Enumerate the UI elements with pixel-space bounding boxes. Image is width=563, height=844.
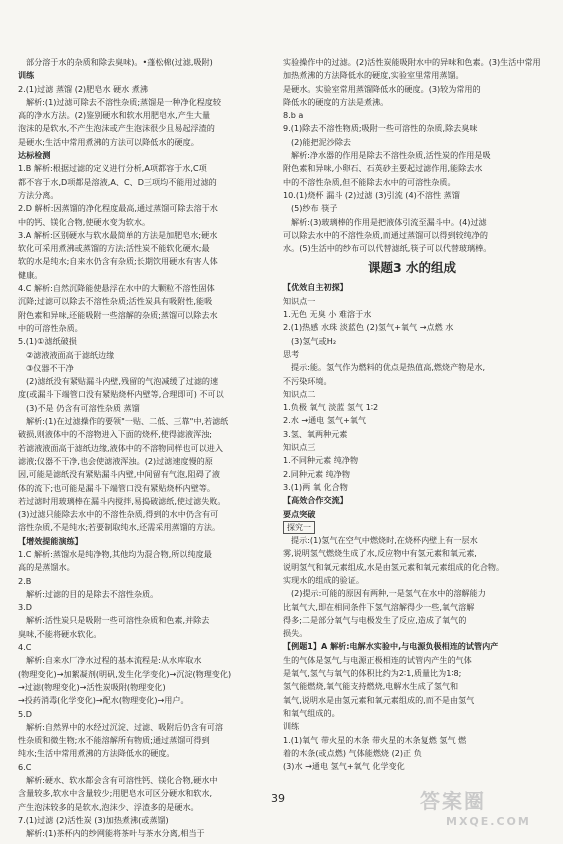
text-line: (3)不是 仍含有可溶性杂质 蒸馏 [26,402,140,413]
text-line: (3)水 →通电 氢气+氧气 化学变化 [283,761,405,772]
text-line: 1.B 解析:根据过滤的定义进行分析,A项都容于水,C项 [18,163,207,174]
text-line: 思考 [283,348,300,359]
text-line: 3.D [18,602,32,613]
text-line: 解析:自然界中的水经过沉淀、过滤、吸附后仍含有可溶 [26,721,223,732]
text-line: 着的木条(或点燃) 气体能燃烧 (2)正 负 [283,747,422,758]
text-line: 破损,则液体中的不溶物进入下面的烧杯,使得滤液浑浊; [18,429,213,440]
text-line: 中的不溶性杂质,但不能除去水中的可溶性杂质。 [283,176,456,187]
text-line: 中的可溶性杂质。 [18,322,83,333]
text-line: 3.氢、氧两种元素 [283,428,348,439]
text-line: 【高效合作交流】 [283,495,348,506]
text-line: 附色素和异味,还能吸附一些溶解的杂质;蒸馏可以除去水 [18,309,218,320]
text-line: 可以除去水中的不溶性杂质,而通过蒸馏可以得到较纯净的 [283,229,488,240]
text-line: ③仪器不干净 [26,362,74,373]
text-line: 得多;二是部分氧气与电极发生了反应,造成了氧气的 [283,614,467,625]
text-line: 说明氢气和氧元素组成,水是由氢元素和氧元素组成的化合物。 [283,561,505,572]
text-line: 解析:净水器的作用是除去不溶性杂质,活性炭的作用是吸 [291,150,491,161]
text-line: 解析:硬水、软水都会含有可溶性钙、镁化合物,硬水中 [26,775,218,786]
text-line: 比氧气大,即在相同条件下氢气溶解得少一些,氧气溶解 [283,601,475,612]
chapter-title: 课题3 水的组成 [367,260,457,276]
text-line: 1.负极 氧气 淡蓝 氢气 1∶2 [283,402,379,413]
text-line: 7.(1)过滤 (2)活性炭 (3)加热煮沸(或蒸馏) [18,814,169,825]
text-line: 泡沫的是软水,不产生泡沫或产生泡沫很少且易起浮渣的 [18,123,215,134]
text-line: 提示:(1)氢气在空气中燃烧时,在烧杯内壁上有一层水 [291,535,478,546]
text-line: 生的气体是氢气,与电源正极相连的试管内产生的气体 [283,654,472,665]
text-line: 氢气能燃烧,氧气能支持燃烧,电解水生成了氢气和 [283,681,459,692]
text-line: 4.C 解析:自然沉降能使悬浮在水中的大颗粒不溶性固体 [18,283,215,294]
text-line: 提示:能。氢气作为燃料的优点是热值高,燃烧产物是水, [291,362,486,373]
text-line: 是硬水。实验室常用蒸馏降低水的硬度。(3)较为常用的 [283,83,481,94]
text-line: 软化可采用煮沸或蒸馏的方法;活性炭不能软化硬水;最 [18,243,210,254]
text-line: →过滤(物理变化)→活性炭吸附(物理变化) [18,681,166,692]
text-line: 是硬水;生活中常用煮沸的方法可以降低水的硬度。 [18,136,199,147]
text-line: 度(或漏斗下端管口没有紧贴烧杯内壁等,合理即可) 不可以 [18,389,224,400]
text-line: (3)过滤只能除去水中的不溶性杂质,得到的水中仍含有可 [18,509,219,520]
text-line: 9.(1)除去不溶性物质;吸附一些可溶性的杂质,除去臭味 [283,123,478,134]
text-line: 水。(5)生活中的纱布可以代替滤纸,筷子可以代替玻璃棒。 [283,243,492,254]
text-line: ②滤液液面高于滤纸边缘 [26,349,115,360]
text-line: 和氧气组成的。 [283,707,340,718]
page-number: 39 [271,792,285,805]
text-line: 沉降;过滤可以除去不溶性杂质;活性炭具有吸附性,能吸 [18,296,213,307]
text-line: 2.D 解析:因蒸馏的净化程度最高,通过蒸馏可除去溶于水 [18,203,218,214]
text-line: 若过滤时用玻璃棒在漏斗内搅拌,易捣破滤纸,使过滤失败。 [18,495,226,506]
watermark-logo: 答案圈 [420,789,486,813]
text-line: 解析:(3)玻璃棒的作用是把液体引流至漏斗中。(4)过滤 [291,216,487,227]
text-line: 3.A 解析:区别硬水与软水最简单的方法是加肥皂水;硬水 [18,229,218,240]
text-line: 不污染环境。 [283,375,332,386]
text-line: 知识点三 [283,442,316,453]
text-line: 高的是蒸馏水。 [18,562,75,573]
text-line: 训练 [18,70,35,81]
text-line: 体的流下;也可能是漏斗下端管口没有紧贴烧杯内壁等。 [18,482,215,493]
left-column [18,56,276,841]
text-line: 溶性杂质,不是纯水;若要制取纯水,还需采用蒸馏的方法。 [18,522,221,533]
text-line: 若滤液液面高于滤纸边缘,液体中的不溶物同样也可以进入 [18,442,223,453]
text-line: 1.(1)氧气 带火星的木条 带火星的木条复燃 氢气 燃 [283,734,467,745]
text-line: 2.同种元素 纯净物 [283,468,350,479]
text-line: 雾,说明氢气燃烧生成了水,反应物中有氢元素和氧元素, [283,548,477,559]
text-line: 5.D [18,708,32,719]
text-line: 产生泡沫较多的是软水,泡沫少、浮渣多的是硬水。 [18,801,199,812]
text-line: 加热煮沸的方法降低水的硬度,实验室里常用蒸馏。 [283,70,464,81]
text-line: 方法分离。 [18,189,59,200]
text-line: 因,可能是滤纸没有紧贴漏斗内壁,中间留有气泡,阻碍了液 [18,469,220,480]
text-line: 知识点二 [283,388,316,399]
text-line: 达标检测 [18,150,51,161]
text-line: (5)纱布 筷子 [291,203,338,214]
text-line: 6.C [18,761,32,772]
text-line: 3.(1)两 氧 化合物 [283,481,348,492]
text-line: 解析:过滤的目的是除去不溶性杂质。 [26,588,159,599]
text-line: 氧气,说明水是由氢元素和氧元素组成的,而不是由氢气 [283,694,475,705]
section-tag: 探究一 [283,521,315,534]
text-line: 实现水的组成的验证。 [283,574,364,585]
text-line: 软的水是纯水;自来水仍含有杂质;长期饮用硬水有害人体 [18,256,218,267]
text-line: 解析:活性炭只是吸附一些可溶性杂质和色素,并除去 [26,615,210,626]
text-line: 10.(1)烧杯 漏斗 (2)过滤 (3)引流 (4)不溶性 蒸馏 [283,189,460,200]
text-line: 知识点一 [283,295,316,306]
text-line: 【增效提能演练】 [18,535,83,546]
text-line: 2.(1)热感 水珠 淡蓝色 (2)氢气+氧气 →点燃 水 [283,322,454,333]
text-line: (2)能把泥沙除去 [291,136,352,147]
text-line: 1.不同种元素 纯净物 [283,455,359,466]
text-line: (2)提示:可能的原因有两种,一是氢气在水中的溶解能力 [291,588,486,599]
text-line: (物理变化)→加絮凝剂(明矾,发生化学变化)→沉淀(物理变化) [18,668,232,679]
text-line: 附色素和异味,小卵石、石英砂主要起过滤作用,能除去水 [283,163,483,174]
text-line: 2.B [18,575,32,586]
text-line: 8.b a [283,110,304,121]
text-line: 解析:自来水厂净水过程的基本流程是:从水库取水 [26,655,202,666]
text-line: 【例题1】A 解析:电解水实验中,与电源负极相连的试管内产 [283,641,499,652]
text-line: 1.C 解析:蒸馏水是纯净物,其他均为混合物,所以纯度最 [18,548,212,559]
text-line: 4.C [18,642,32,653]
text-line: 2.水 →通电 氢气+氧气 [283,415,367,426]
text-line: (2)滤纸没有紧贴漏斗内壁,残留的气泡减缓了过滤的速 [26,376,219,387]
text-line: 滤液;仪器不干净,也会使滤液浑浊。(2)过滤速度慢的原 [18,455,213,466]
text-line: 性杂质和微生物;水不能溶解所有物质;通过蒸馏可得到 [18,735,210,746]
right-bottom-block [283,281,541,773]
text-line: 部分溶于水的杂质和除去臭味)。•蓬松棉(过滤,吸附) [26,57,213,67]
text-line: 健康。 [18,269,43,280]
text-line: 高的净水方法。(2)鉴别硬水和软水用肥皂水,产生大量 [18,110,211,121]
text-line: 解析:(1)在过滤操作的要领"一贴、二低、三靠"中,若滤纸 [26,416,229,427]
right-column [283,56,541,773]
text-line: 【优效自主初探】 [283,282,348,293]
text-line: 损失。 [283,628,308,639]
text-line: 解析:(1)过滤可除去不溶性杂质;蒸馏是一种净化程度较 [26,96,221,107]
text-line: 5.(1)①滤纸破损 [18,336,77,347]
text-line: 臭味,不能将硬水软化。 [18,628,102,639]
right-top-block [283,56,541,255]
text-line [283,521,541,534]
text-line: (3)氢气或H₂ [291,335,337,346]
text-line: 解析:(1)茶杯内的纱网能将茶叶与茶水分离,相当于 [26,828,205,839]
text-line: 都不容于水,D项都是溶液,A、C、D三项均不能用过滤的 [18,176,217,187]
text-line: 2.(1)过滤 蒸馏 (2)肥皂水 硬水 煮沸 [18,83,148,94]
text-line: 降低水的硬度的方法是煮沸。 [283,96,389,107]
text-line: 要点突破 [283,508,316,519]
text-line: →投药消毒(化学变化)→配水(物理变化)→用户。 [18,695,189,706]
text-line: 中的钙、镁化合物,使硬水变为软水。 [18,216,151,227]
text-line: 训练 [283,721,300,732]
text-line: 纯水;生活中常用煮沸的方法降低水的硬度。 [18,748,175,759]
text-line: 1.无色 无臭 小 难溶于水 [283,309,372,320]
text-line: 实验操作中的过滤。(2)活性炭能吸附水中的异味和色素。(3)生活中常用 [283,57,541,67]
text-line: 是氧气,氢气与氧气的体积比约为2∶1,质量比为1∶8; [283,668,462,679]
text-line: 含量较多,软水中含量较少;用肥皂水可区分硬水和软水, [18,788,213,799]
watermark-url: MXQE.COM [446,815,531,828]
